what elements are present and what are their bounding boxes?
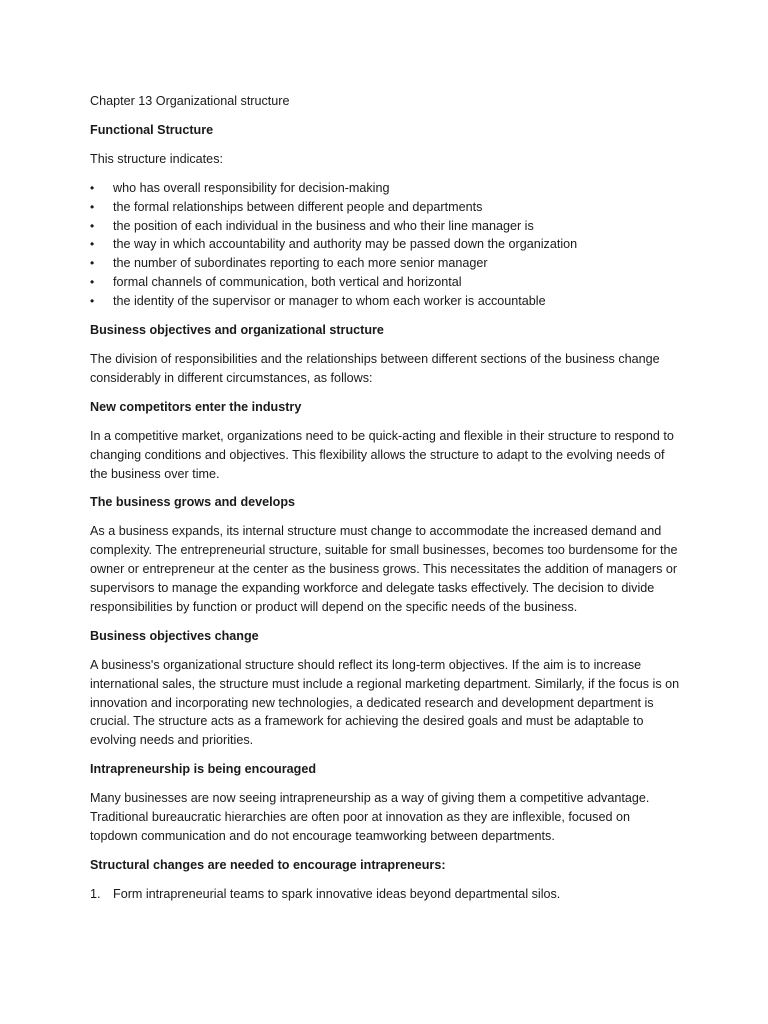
bullet-item — [90, 179, 680, 198]
bullet-text: who has overall responsibility for decision-making — [113, 180, 390, 195]
bullet-icon: • — [90, 256, 95, 271]
intrapreneurship-paragraph: Many businesses are now seeing intrapreneurship as a way of giving them a competitive advantage. Traditional bureaucratic hierarchies are often poor at innovation as they are inflexible, focused on topdown communication and do not encourage teamworking between departments. — [90, 791, 650, 843]
bullet-icon: • — [90, 275, 95, 290]
bullet-icon: • — [90, 199, 95, 214]
objectives-change-heading: Business objectives change — [90, 628, 259, 643]
bullet-item — [90, 292, 680, 311]
business-grows-heading: The business grows and develops — [90, 495, 296, 510]
bullet-item — [90, 254, 680, 273]
document-page — [90, 92, 680, 904]
bullet-text: the number of subordinates reporting to each more senior manager — [113, 256, 488, 271]
bullet-icon: • — [90, 180, 95, 195]
business-grows-paragraph: As a business expands, its internal structure must change to accommodate the increased demand and complexity. The entrepreneurial structure, suitable for small businesses, becomes too burdensome for the owner or entrepreneur at the center as the business grows. This necessitates the addition of managers or supervisors to manage the expanding workforce and delegate tasks effectively. The decision to divide responsibilities by function or product will depend on the specific needs of the business. — [90, 524, 678, 614]
chapter-title: Chapter 13 Organizational structure — [90, 94, 290, 108]
bullet-item — [90, 235, 680, 254]
numbered-item — [90, 885, 680, 904]
new-competitors-paragraph: In a competitive market, organizations need to be quick-acting and flexible in their structure to respond to changing conditions and objectives. This flexibility allows the structure to adapt to the evolving needs of the business over time. — [90, 428, 674, 481]
bullet-text: the identity of the supervisor or manager to whom each worker is accountable — [113, 294, 546, 309]
bullet-text: the position of each individual in the business and who their line manager is — [113, 218, 534, 233]
bullet-icon: • — [90, 237, 95, 252]
bullet-text: the formal relationships between different people and departments — [113, 199, 483, 214]
functional-structure-heading: Functional Structure — [90, 122, 214, 137]
objectives-change-paragraph: A business's organizational structure should reflect its long-term objectives. If the aim is to increase international sales, the structure must include a regional marketing department. Similarly, if the focus is on innovation and incorporating new technologies, a dedicated research and development department is crucial. The structure acts as a framework for achieving the desired goals and must be adaptable to evolving needs and priorities. — [90, 657, 680, 748]
responsibility-bullet-list — [90, 179, 680, 311]
structural-changes-list — [90, 885, 680, 904]
intrapreneurship-heading: Intrapreneurship is being encouraged — [90, 762, 317, 777]
bullet-item — [90, 198, 680, 217]
item-text: Form intrapreneurial teams to spark innovative ideas beyond departmental silos. — [113, 886, 561, 901]
item-number: 1. — [90, 886, 101, 901]
bullet-text: the way in which accountability and authority may be passed down the organization — [113, 237, 578, 252]
new-competitors-heading: New competitors enter the industry — [90, 399, 302, 414]
bullet-icon: • — [90, 218, 95, 233]
objectives-structure-paragraph: The division of responsibilities and the relationships between different sections of the business change considerably in different circumstances, as follows: — [90, 351, 660, 385]
bullet-icon: • — [90, 294, 95, 309]
bullet-item — [90, 217, 680, 236]
objectives-structure-heading: Business objectives and organizational structure — [90, 323, 384, 338]
bullet-item — [90, 273, 680, 292]
structural-changes-heading: Structural changes are needed to encourage intrapreneurs: — [90, 857, 446, 872]
functional-structure-intro: This structure indicates: — [90, 151, 223, 166]
bullet-text: formal channels of communication, both vertical and horizontal — [113, 275, 462, 290]
